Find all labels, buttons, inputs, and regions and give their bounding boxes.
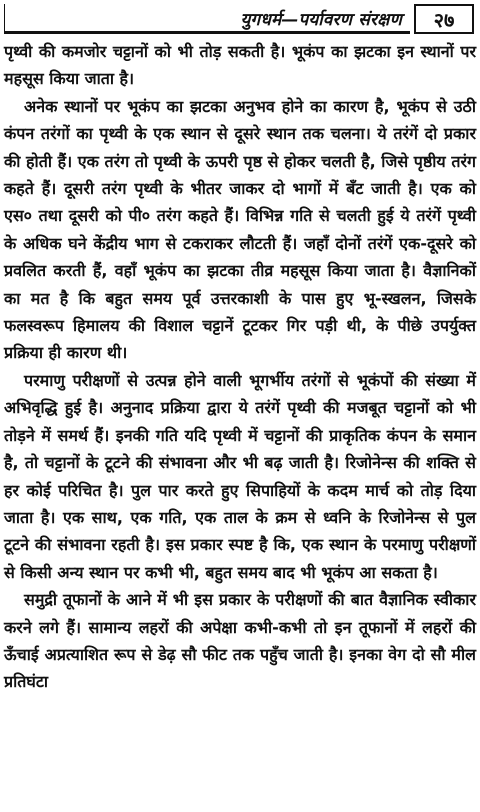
paragraph-continuation: पृथ्वी की कमजोर चट्टानों को भी तोड़ सकती है। भूकंप का झटका इन स्थानों पर महसूस किया जाता है। bbox=[4, 42, 476, 89]
page-number: २७ bbox=[414, 4, 474, 34]
page-body bbox=[4, 38, 476, 696]
running-title: युगधर्म—पर्यावरण संरक्षण bbox=[240, 10, 402, 30]
page-header bbox=[4, 4, 476, 34]
running-title-box bbox=[4, 4, 410, 32]
paragraph: अनेक स्थानों पर भूकंप का झटका अनुभव होने का कारण है, भूकंप से उठी कंपन तरंगों का पृथ्वी के एक स्थान से दूसरे स्थान तक चलना। ये तरंगें दो प्रकार की होती हैं। एक तरंग तो पृथ्वी के ऊपरी पृष्ठ से होकर चलती है, जिसे पृष्ठीय तरंग कहते हैं। दूसरी तरंग पृथ्वी के भीतर जाकर दो भागों में बँट जाती है। एक को एस० तथा दूसरी को पी० तरंग कहते हैं। विभिन्न गति से चलती हुई ये तरंगें पृथ्वी के अधिक घने केंद्रीय भाग से टकराकर लौटती हैं। जहाँ दोनों तरंगें एक-दूसरे को प्रवलित करती हैं, वहाँ भूकंप का झटका तीव्र महसूस किया जाता है। वैज्ञानिकों का मत है कि बहुत समय पूर्व उत्तरकाशी के पास हुए भू-स्खलन, जिसके फलस्वरूप हिमालय की विशाल चट्टानें टूटकर गिर पड़ी थी, के पीछे उपर्युक्त प्रक्रिया ही कारण थी। bbox=[4, 96, 476, 363]
paragraph: परमाणु परीक्षणों से उत्पन्न होने वाली भूगर्भीय तरंगों से भूकंपों की संख्या में अभिवृद्धि हुई है। अनुनाद प्रक्रिया द्वारा ये तरंगें पृथ्वी की मजबूत चट्टानों को भी तोड़ने में समर्थ हैं। इनकी गति यदि पृथ्वी में चट्टानों की प्राकृतिक कंपन के समान है, तो चट्टानों के टूटने की संभावना और भी बढ़ जाती है। रिजोनेन्स की शक्ति से हर कोई परिचित है। पुल पार करते हुए सिपाहियों के कदम मार्च को तोड़ दिया जाता है। एक साथ, एक गति, एक ताल के क्रम से ध्वनि के रिजोनेन्स से पुल टूटने की संभावना रहती है। इस प्रकार स्पष्ट है कि, एक स्थान के परमाणु परीक्षणों से किसी अन्य स्थान पर कभी भी, बहुत समय बाद भी भूकंप आ सकता है। bbox=[4, 370, 476, 582]
header-rule bbox=[4, 32, 410, 34]
paragraph: समुद्री तूफानों के आने में भी इस प्रकार के परीक्षणों की बात वैज्ञानिक स्वीकार करने लगे हैं। सामान्य लहरों की अपेक्षा कभी-कभी तो इन तूफानों में लहरों की ऊँचाई अप्रत्याशित रूप से डेढ़ सौ फीट तक पहुँच जाती है। इनका वेग दो सौ मील प्रतिघंटा bbox=[4, 590, 476, 692]
